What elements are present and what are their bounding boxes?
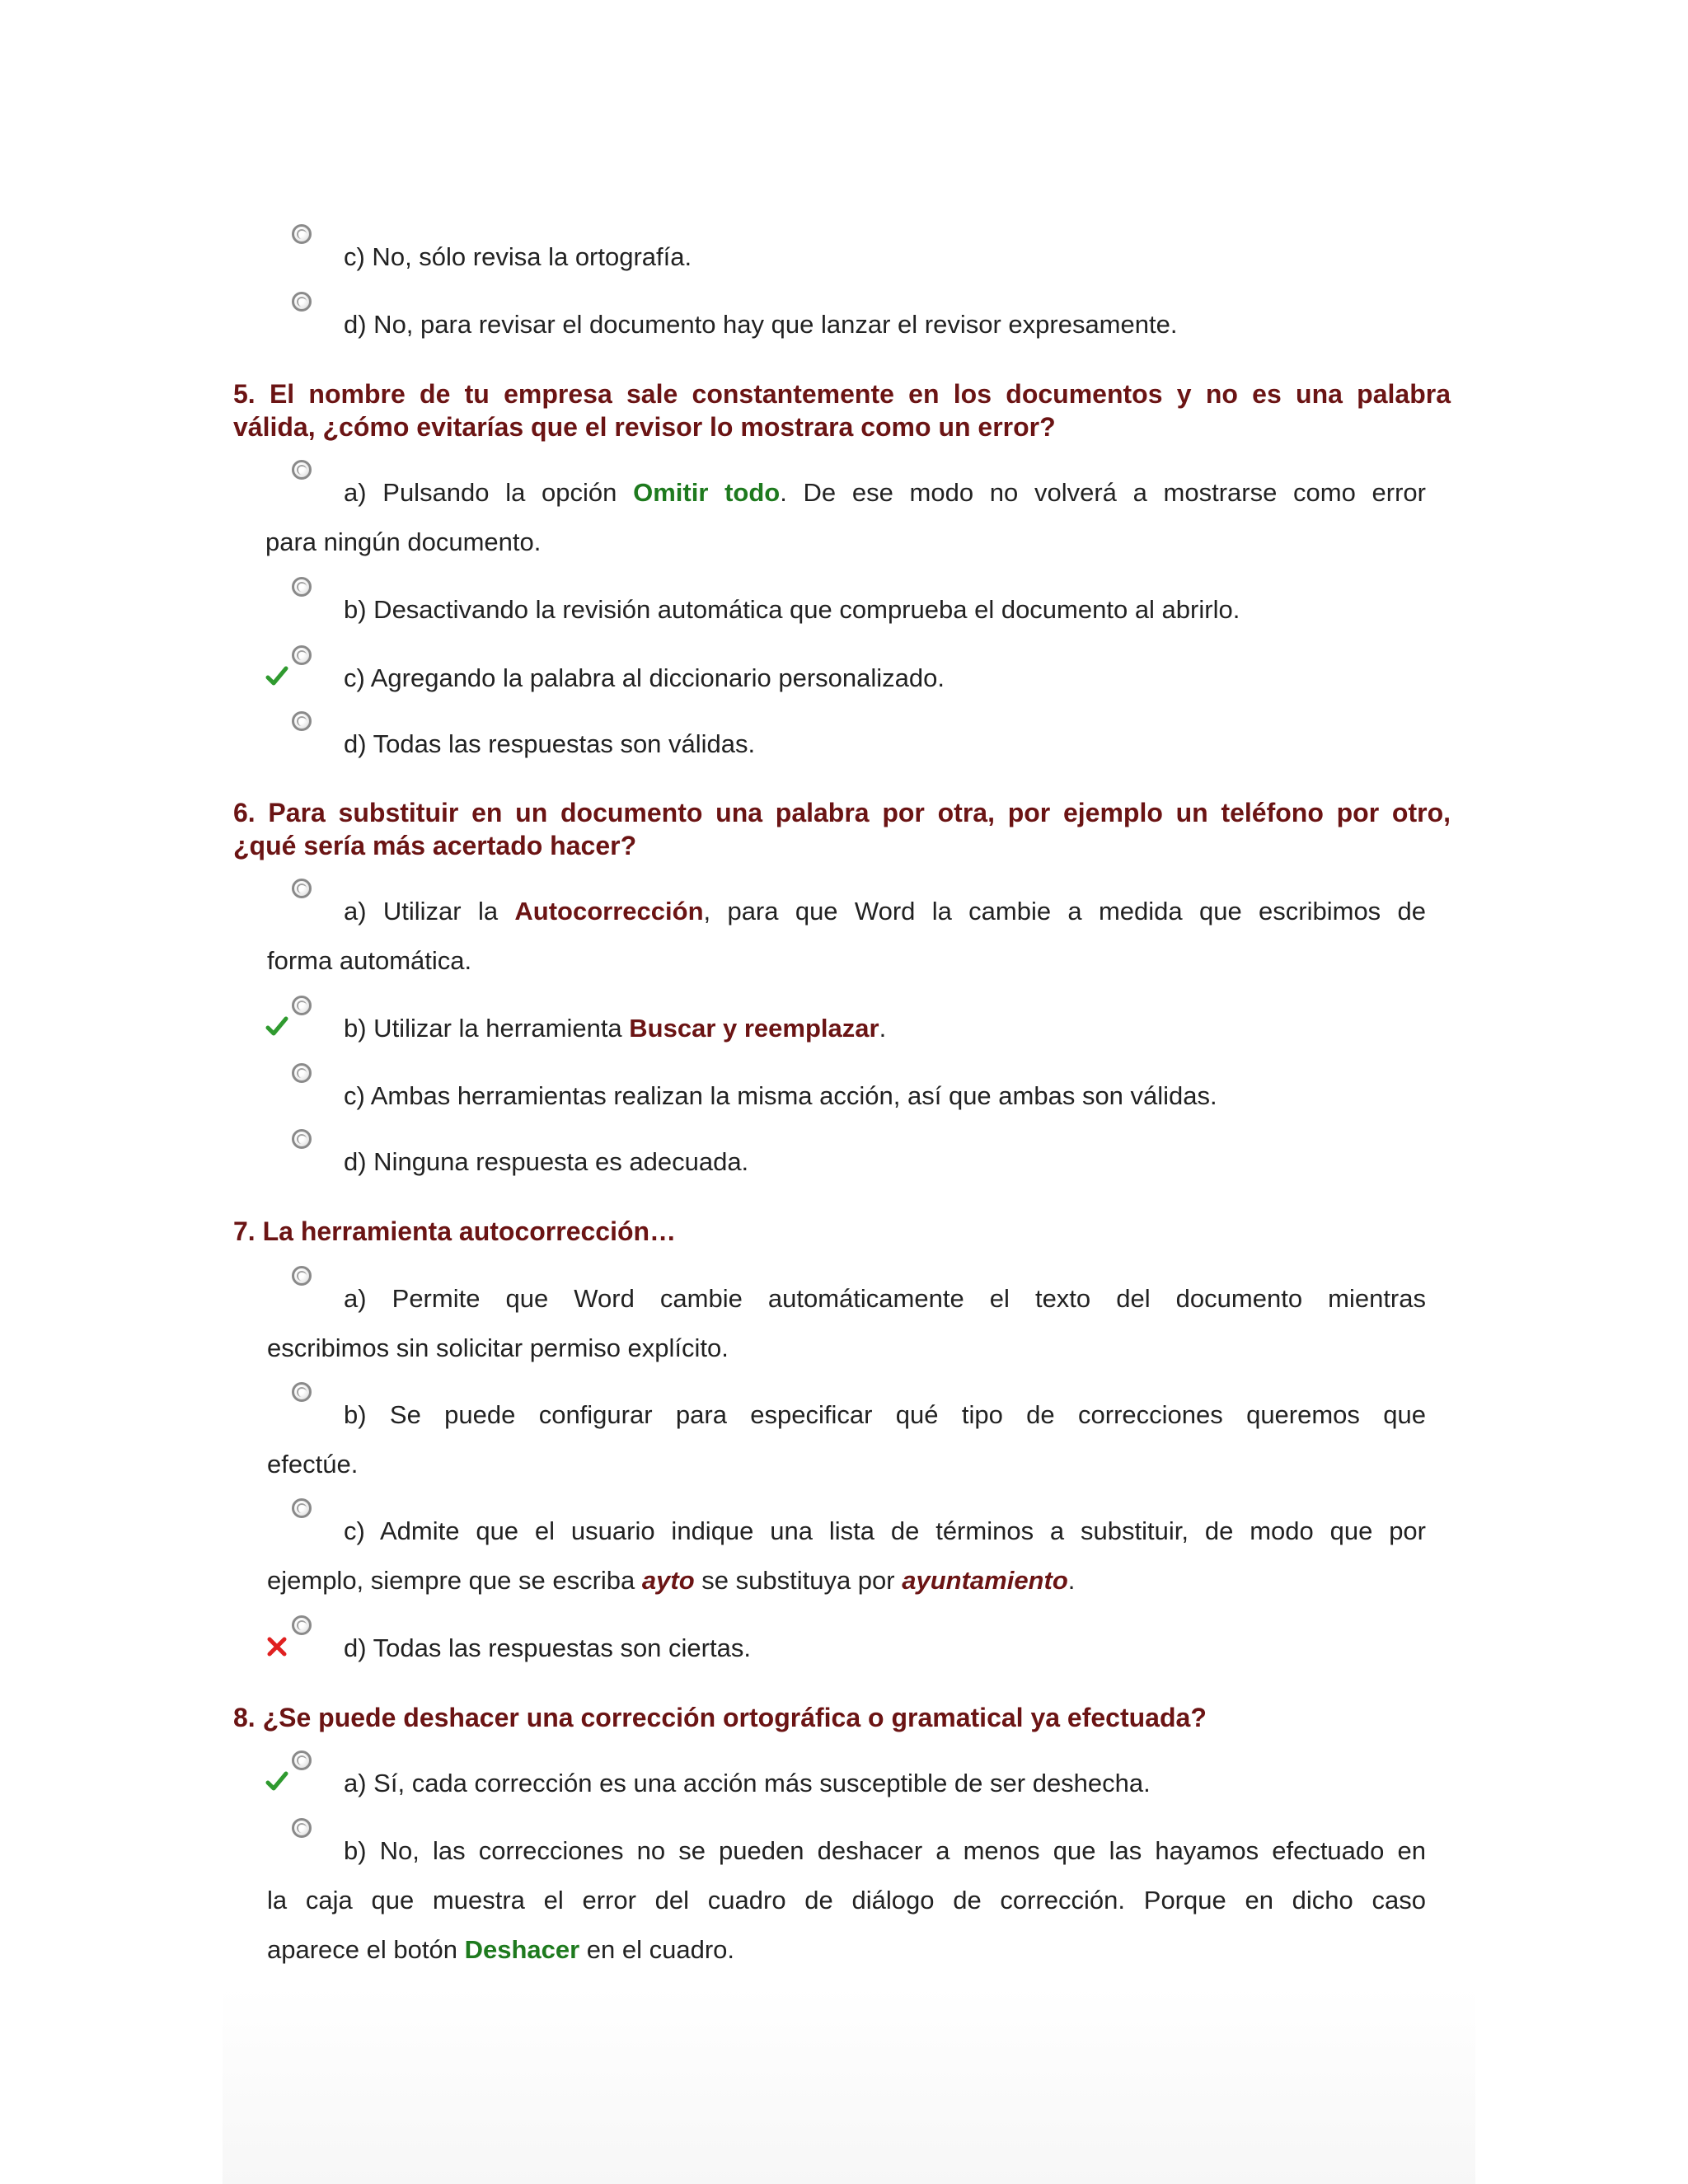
q7-option-c[interactable] [267, 1507, 1426, 1605]
question-8 [233, 1701, 1451, 1734]
q7-option-a[interactable] [267, 1274, 1426, 1373]
radio-button-icon[interactable] [292, 460, 312, 480]
question-5 [233, 377, 1451, 443]
radio-button-icon[interactable] [292, 1498, 312, 1518]
radio-button-icon[interactable] [292, 996, 312, 1015]
q6-option-a[interactable] [267, 887, 1426, 986]
option-text: d) Todas las respuestas son ciertas. [344, 1633, 751, 1662]
q7-option-d[interactable] [267, 1624, 1426, 1673]
option-text: c) No, sólo revisa la ortografía. [344, 242, 692, 271]
option-text-continuation: ejemplo, siempre que se escriba ayto se substituya por ayuntamiento. [267, 1566, 1076, 1595]
keyword: Autocorrección [514, 897, 704, 926]
option-text: c) Ambas herramientas realizan la misma acción, así que ambas son válidas. [344, 1081, 1217, 1110]
q5-option-b[interactable] [267, 585, 1426, 635]
keyword: Buscar y reemplazar [629, 1014, 879, 1043]
radio-button-icon[interactable] [292, 1382, 312, 1402]
option-text: a) Pulsando la opción Omitir todo. De ese modo no volverá a mostrarse como error [344, 478, 1426, 507]
option-text: a) Utilizar la Autocorrección, para que Word la cambie a medida que escribimos de [344, 897, 1426, 926]
q4-option-d[interactable] [267, 300, 1426, 349]
question-text: 8. ¿Se puede deshacer una corrección ortográfica o gramatical ya efectuada? [233, 1703, 1207, 1732]
keyword: Omitir todo [633, 478, 781, 507]
option-text: b) Desactivando la revisión automática que comprueba el documento al abrirlo. [344, 595, 1240, 624]
checkmark-icon [265, 1015, 288, 1038]
option-text: d) Todas las respuestas son válidas. [344, 729, 756, 758]
radio-button-icon[interactable] [292, 577, 312, 597]
q6-option-d[interactable] [267, 1137, 1426, 1187]
radio-button-icon[interactable] [292, 879, 312, 898]
q8-option-a[interactable] [267, 1759, 1426, 1808]
question-text: 6. Para substituir en un documento una palabra por otra, por ejemplo un teléfono por otro, [233, 798, 1451, 827]
checkmark-icon [265, 1770, 288, 1793]
question-text: ¿qué sería más acertado hacer? [233, 831, 637, 860]
question-text: 7. La herramienta autocorrección… [233, 1216, 677, 1246]
option-text-continuation: la caja que muestra el error del cuadro de diálogo de corrección. Porque en dicho caso [267, 1886, 1426, 1915]
option-text-continuation: forma automática. [267, 946, 472, 975]
q5-option-c[interactable] [267, 654, 1426, 703]
question-text: válida, ¿cómo evitarías que el revisor lo mostrara como un error? [233, 412, 1056, 442]
option-text: d) Ninguna respuesta es adecuada. [344, 1147, 749, 1176]
option-text-continuation: efectúe. [267, 1450, 359, 1479]
radio-button-icon[interactable] [292, 1818, 312, 1838]
radio-button-icon[interactable] [292, 224, 312, 244]
option-text: b) Utilizar la herramienta Buscar y reemplazar. [344, 1014, 887, 1043]
radio-button-icon[interactable] [292, 1063, 312, 1083]
keyword: ayto [641, 1566, 695, 1595]
radio-button-icon[interactable] [292, 292, 312, 312]
question-7 [233, 1215, 1451, 1248]
q6-option-c[interactable] [267, 1071, 1426, 1121]
option-text-continuation: escribimos sin solicitar permiso explícito. [267, 1333, 729, 1362]
q5-option-d[interactable] [267, 719, 1426, 769]
keyword: Deshacer [464, 1935, 580, 1964]
option-text: a) Sí, cada corrección es una acción más susceptible de ser deshecha. [344, 1769, 1151, 1797]
radio-button-icon[interactable] [292, 1129, 312, 1149]
option-text: c) Agregando la palabra al diccionario personalizado. [344, 663, 945, 692]
option-text-continuation: aparece el botón Deshacer en el cuadro. [267, 1935, 735, 1964]
radio-button-icon[interactable] [292, 1615, 312, 1635]
checkmark-icon [265, 665, 288, 688]
q5-option-a[interactable] [267, 468, 1426, 567]
question-6 [233, 796, 1451, 862]
q7-option-b[interactable] [267, 1390, 1426, 1489]
q4-option-c[interactable] [267, 232, 1426, 282]
keyword: ayuntamiento [902, 1566, 1068, 1595]
radio-button-icon[interactable] [292, 645, 312, 665]
radio-button-icon[interactable] [292, 1266, 312, 1286]
option-text: d) No, para revisar el documento hay que lanzar el revisor expresamente. [344, 310, 1178, 339]
q8-option-b[interactable] [267, 1826, 1426, 1975]
option-text: b) Se puede configurar para especificar qué tipo de correcciones queremos que [344, 1400, 1426, 1429]
question-text: 5. El nombre de tu empresa sale constantemente en los documentos y no es una palabra [233, 379, 1451, 409]
option-text: c) Admite que el usuario indique una lista de términos a substituir, de modo que por [344, 1516, 1426, 1545]
option-text: a) Permite que Word cambie automáticamente el texto del documento mientras [344, 1284, 1426, 1313]
option-text: b) No, las correcciones no se pueden deshacer a menos que las hayamos efectuado en [344, 1836, 1426, 1865]
q6-option-b[interactable] [267, 1004, 1426, 1053]
cross-icon [265, 1635, 288, 1658]
option-text-continuation: para ningún documento. [265, 527, 542, 556]
radio-button-icon[interactable] [292, 711, 312, 731]
radio-button-icon[interactable] [292, 1750, 312, 1770]
